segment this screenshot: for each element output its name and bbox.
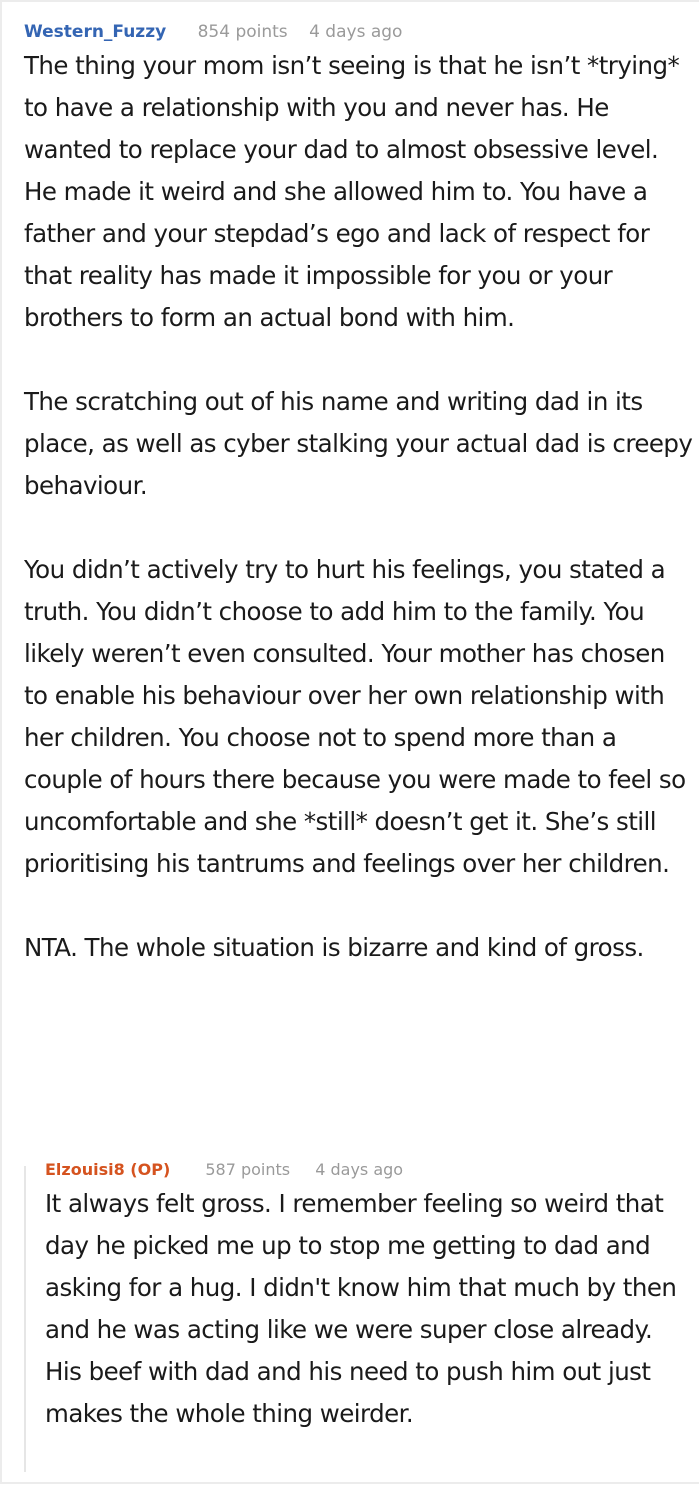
comment-paragraph: The thing your mom isn’t seeing is that he isn’t *trying* to have a relationship with you and never has. He wanted to replace your dad to almost obsessive level. He made it weird and she allowed him to. You have a father and your stepdad’s ego and lack of respect for that reality has made it impossible for you or your brothers to form an actual bond with him. xyxy=(24,51,680,332)
reply-meta xyxy=(45,1158,694,1182)
comment-paragraph: You didn’t actively try to hurt his feelings, you stated a truth. You didn’t choose to add him to the family. You likely weren’t even consulted. Your mother has chosen to enable his behaviour over her own relationship with her children. You choose not to spend more than a couple of hours there because you were made to feel so uncomfortable and she *still* doesn’t get it. She’s still prioritising his tantrums and feelings over her children. xyxy=(24,555,686,878)
comment-author[interactable]: Western_Fuzzy xyxy=(24,22,167,42)
reply-points: 587 points xyxy=(205,1160,291,1179)
reply-body xyxy=(45,1183,694,1435)
reply-time: 4 days ago xyxy=(315,1160,404,1179)
comment xyxy=(24,19,694,969)
comment-time: 4 days ago xyxy=(309,22,403,42)
reply-paragraph: It always felt gross. I remember feeling so weird that day he picked me up to stop me getting to dad and asking for a hug. I didn't know him that much by then and he was acting like we were super close already. His beef with dad and his need to push him out just makes the whole thing weirder. xyxy=(45,1189,677,1428)
reply-comment xyxy=(24,1160,694,1472)
comment-paragraph: The scratching out of his name and writing dad in its place, as well as cyber stalking your actual dad is creepy behaviour. xyxy=(24,387,693,500)
comment-meta xyxy=(24,19,694,45)
comment-body xyxy=(24,45,694,969)
reply-author[interactable]: Elzouisi8 (OP) xyxy=(45,1160,171,1179)
comment-points: 854 points xyxy=(197,22,288,42)
comment-paragraph: NTA. The whole situation is bizarre and kind of gross. xyxy=(24,933,644,962)
